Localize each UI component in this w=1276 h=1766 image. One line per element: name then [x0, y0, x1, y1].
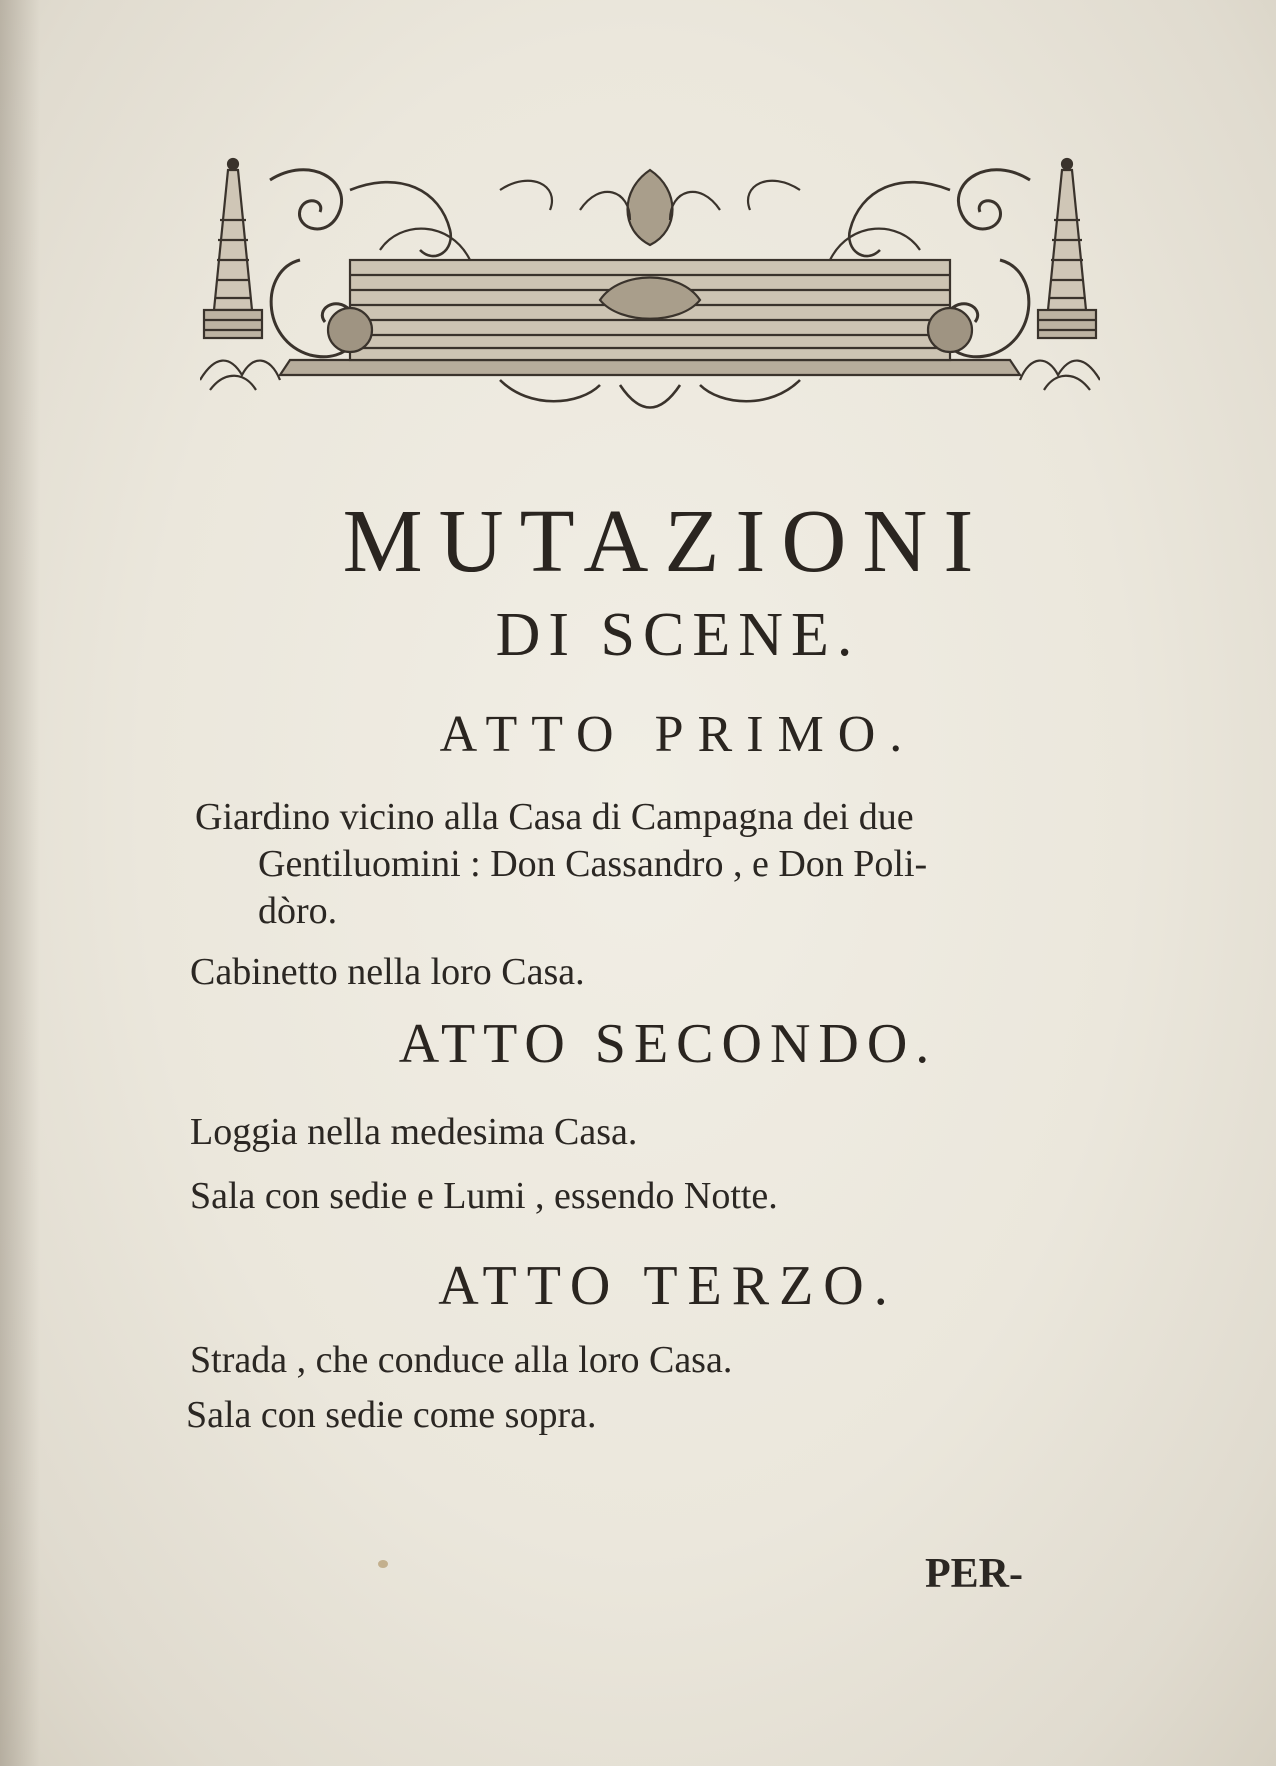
scene-line: dòro. [258, 890, 338, 932]
scene-line: Gentiluomini : Don Cassandro , e Don Poli- [258, 843, 928, 885]
title-di-scene: DI SCENE. [495, 601, 861, 669]
gutter-shadow [0, 0, 40, 1766]
heading-atto-secondo: ATTO SECONDO. [398, 1013, 938, 1075]
scene-line: Strada , che conduce alla loro Casa. [190, 1339, 733, 1381]
heading-atto-primo: ATTO PRIMO. [439, 706, 917, 763]
left-obelisk-ornament [200, 159, 280, 390]
scene-line: Giardino vicino alla Casa di Campagna dei due [195, 796, 914, 838]
title-mutazioni: MUTAZIONI [342, 492, 990, 591]
heading-atto-terzo: ATTO TERZO. [438, 1255, 898, 1317]
scene-line: Sala con sedie e Lumi , essendo Notte. [190, 1175, 778, 1217]
paper-stain [378, 1560, 388, 1568]
scene-line: Cabinetto nella loro Casa. [190, 951, 585, 993]
scene-line: Sala con sedie come sopra. [186, 1394, 597, 1436]
central-cartouche-ornament [270, 170, 1030, 408]
ornamental-headpiece [200, 150, 1100, 435]
catchword: PER- [925, 1551, 1023, 1597]
right-obelisk-ornament [1020, 159, 1100, 390]
scene-line: Loggia nella medesima Casa. [190, 1111, 638, 1153]
